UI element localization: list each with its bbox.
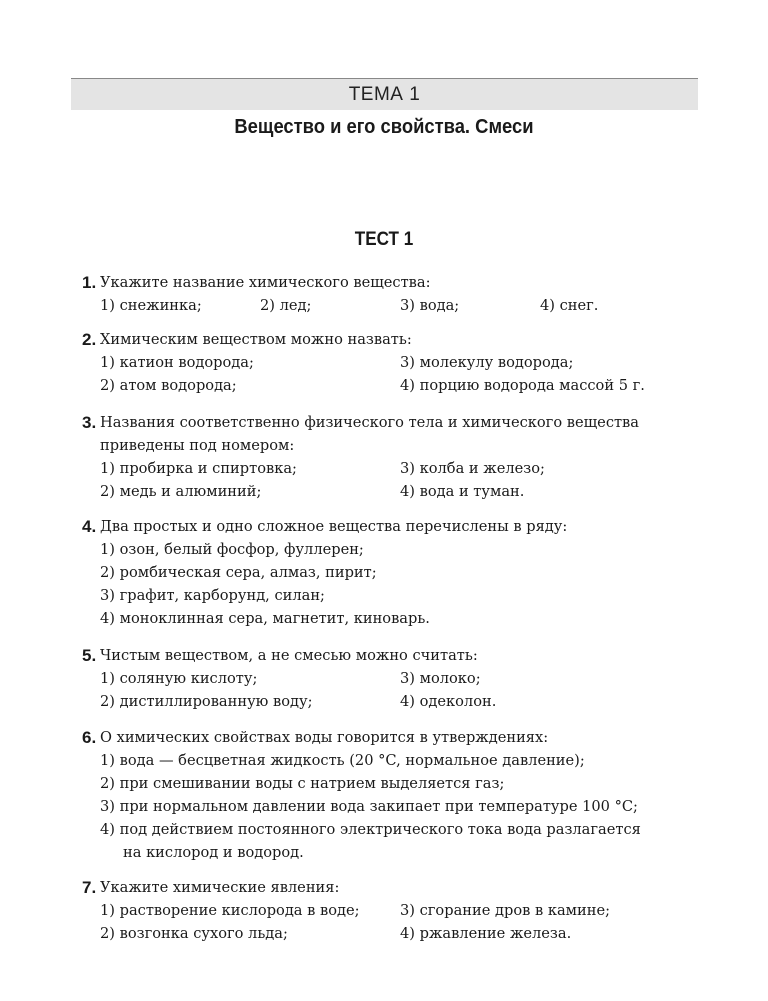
answer-option: 1) вода — бесцветная жидкость (20 °C, нормальное давление); (100, 752, 585, 769)
question-stem: Укажите химические явления: (100, 879, 340, 896)
test-title: ТЕСТ 1 (354, 229, 414, 250)
question-number: 7. (82, 878, 97, 897)
answer-option: 2) атом водорода; (100, 377, 237, 394)
question-stem: Укажите название химического вещества: (100, 274, 431, 291)
question-7 (82, 876, 712, 945)
answer-option: 1) озон, белый фосфор, фуллерен; (100, 541, 364, 558)
answer-option: 1) катион водорода; (100, 354, 254, 371)
question-stem: Названия соответственно физического тела и химического вещества (100, 414, 639, 431)
answer-option: 2) лед; (260, 297, 312, 314)
question-number: 3. (82, 413, 97, 432)
answer-option: 1) растворение кислорода в воде; (100, 902, 360, 919)
question-1 (82, 271, 712, 317)
question-2 (82, 328, 712, 397)
answer-option: 3) сгорание дров в камине; (400, 902, 610, 919)
question-stem-continued: приведены под номером: (100, 437, 295, 454)
theme-title: Вещество и его свойства. Смеси (234, 116, 534, 138)
answer-option: 4) ржавление железа. (400, 925, 572, 942)
question-stem: Два простых и одно сложное вещества перечислены в ряду: (100, 518, 568, 535)
answer-option: 3) молекулу водорода; (400, 354, 574, 371)
answer-option: 3) колба и железо; (400, 460, 545, 477)
question-number: 2. (82, 330, 97, 349)
answer-option: 4) моноклинная сера, магнетит, киноварь. (100, 610, 430, 627)
answer-option: 1) снежинка; (100, 297, 202, 314)
answer-option: 4) вода и туман. (400, 483, 525, 500)
question-5 (82, 644, 712, 713)
answer-option: 3) молоко; (400, 670, 481, 687)
question-4 (82, 515, 712, 630)
answer-option: 2) возгонка сухого льда; (100, 925, 288, 942)
theme-label: ТЕМА 1 (348, 83, 421, 105)
answer-option: 2) дистиллированную воду; (100, 693, 313, 710)
answer-option: 4) порцию водорода массой 5 г. (400, 377, 645, 394)
question-6 (82, 726, 712, 864)
answer-option: 3) графит, карборунд, силан; (100, 587, 325, 604)
question-stem: Чистым веществом, а не смесью можно считать: (100, 647, 478, 664)
answer-option: 2) при смешивании воды с натрием выделяется газ; (100, 775, 505, 792)
question-stem: Химическим веществом можно назвать: (100, 331, 412, 348)
answer-option: 2) ромбическая сера, алмаз, пирит; (100, 564, 377, 581)
theme-header-band (71, 78, 698, 110)
answer-option: 4) снег. (540, 297, 599, 314)
question-stem: О химических свойствах воды говорится в утверждениях: (100, 729, 549, 746)
answer-option: 3) вода; (400, 297, 460, 314)
question-3 (82, 411, 712, 503)
answer-option-continued: на кислород и водород. (123, 844, 304, 861)
answer-option: 2) медь и алюминий; (100, 483, 262, 500)
answer-option: 1) соляную кислоту; (100, 670, 258, 687)
answer-option: 4) одеколон. (400, 693, 497, 710)
question-number: 6. (82, 728, 97, 747)
answer-option: 4) под действием постоянного электрического тока вода разлагается (100, 821, 641, 838)
answer-option: 1) пробирка и спиртовка; (100, 460, 297, 477)
answer-option: 3) при нормальном давлении вода закипает при температуре 100 °C; (100, 798, 638, 815)
question-number: 4. (82, 517, 97, 536)
question-number: 5. (82, 646, 97, 665)
question-number: 1. (82, 273, 97, 292)
